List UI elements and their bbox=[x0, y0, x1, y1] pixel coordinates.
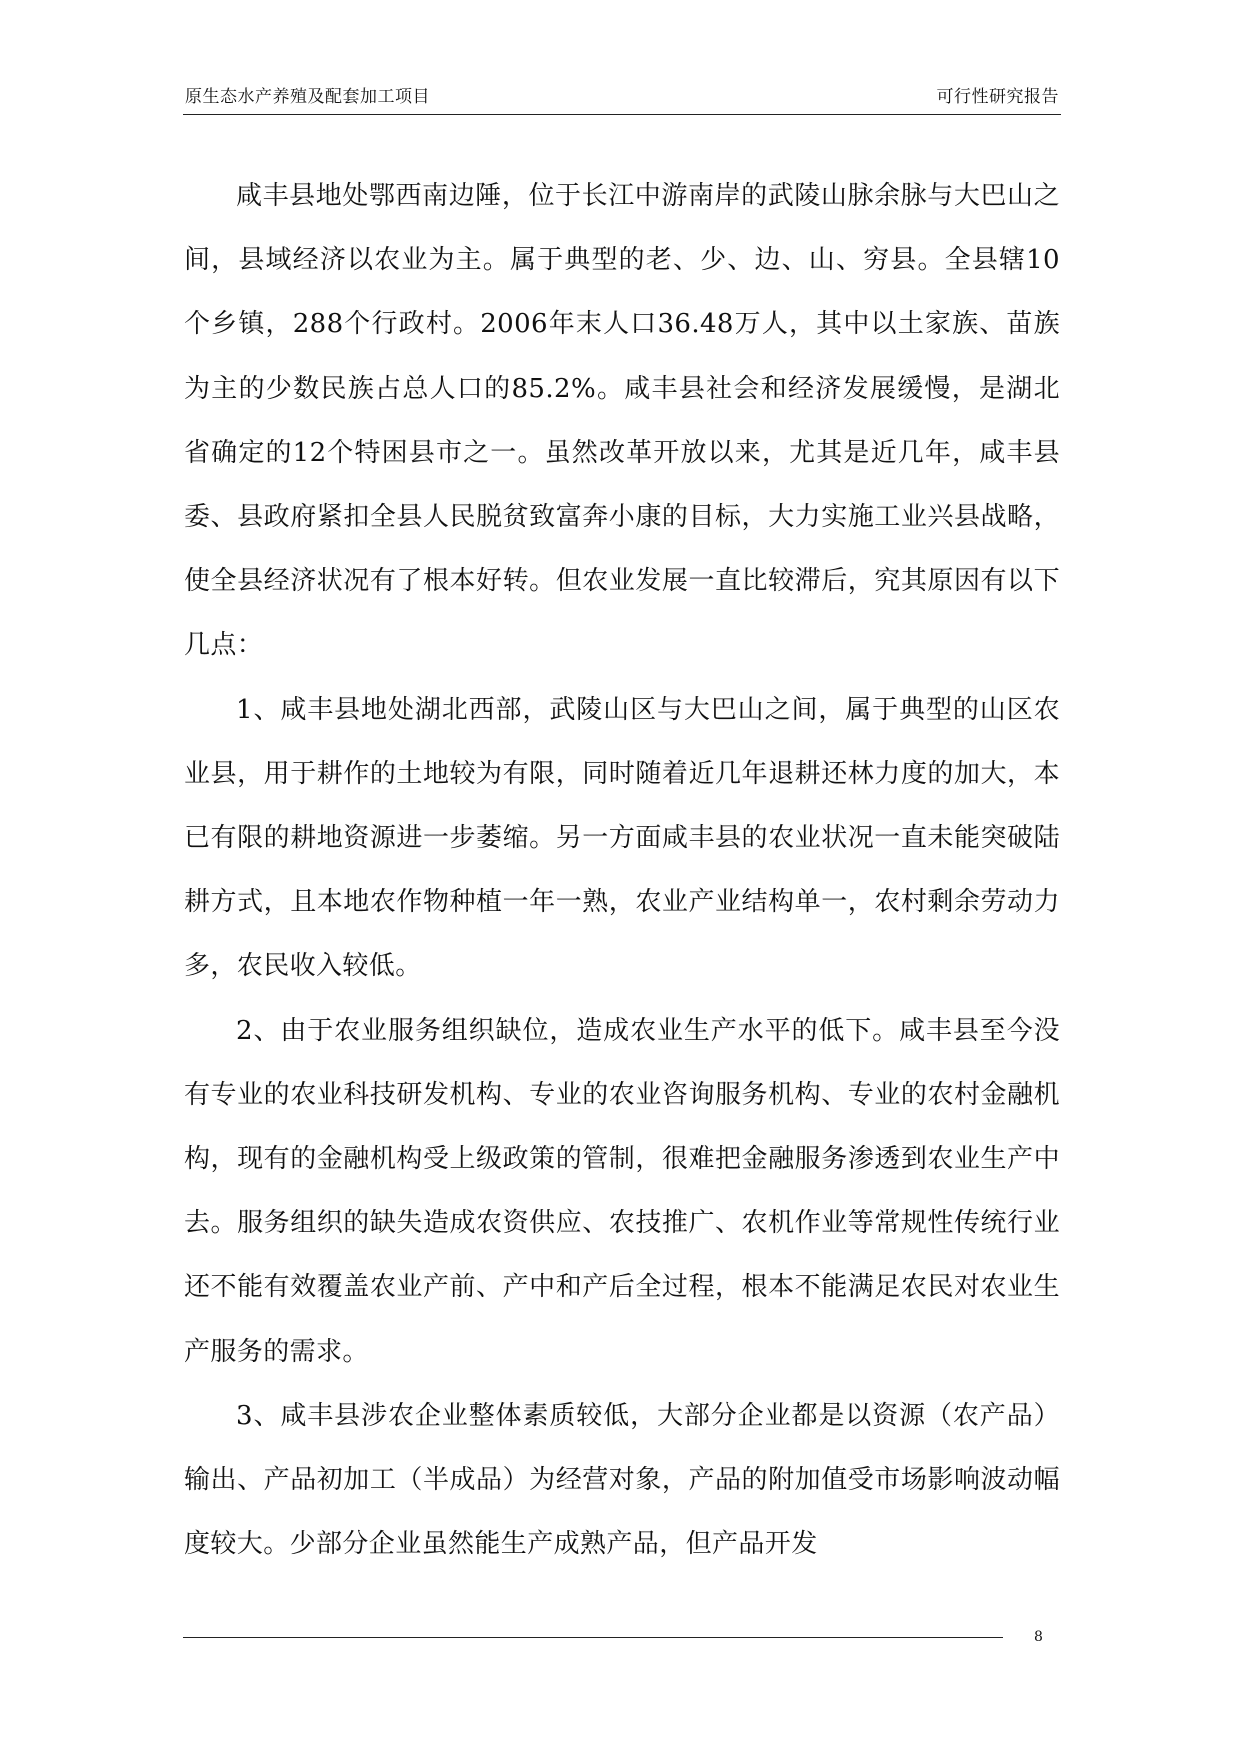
paragraph-point-2: 2、由于农业服务组织缺位，造成农业生产水平的低下。咸丰县至今没有专业的农业科技研发机构、专业的农业咨询服务机构、专业的农村金融机构，现有的金融机构受上级政策的管制，很难把金融服务渗透到农业生产中去。服务组织的缺失造成农资供应、农技推广、农机作业等常规性传统行业还不能有效覆盖农业产前、产中和产后全过程，根本不能满足农民对农业生产服务的需求。 bbox=[184, 1015, 1060, 1367]
paragraph-point-1: 1、咸丰县地处湖北西部，武陵山区与大巴山之间，属于典型的山区农业县，用于耕作的土地较为有限，同时随着近几年退耕还林力度的加大，本已有限的耕地资源进一步萎缩。另一方面咸丰县的农业状况一直未能突破陆耕方式，且本地农作物种植一年一熟，农业产业结构单一，农村剩余劳动力多，农民收入较低。 bbox=[184, 694, 1060, 982]
header-divider bbox=[183, 114, 1061, 115]
paragraph-point-3: 3、咸丰县涉农企业整体素质较低，大部分企业都是以资源（农产品）输出、产品初加工（半成品）为经营对象，产品的附加值受市场影响波动幅度较大。少部分企业虽然能生产成熟产品，但产品开发 bbox=[184, 1400, 1060, 1560]
header-project-title: 原生态水产养殖及配套加工项目 bbox=[185, 87, 430, 107]
header-document-type: 可行性研究报告 bbox=[936, 87, 1059, 107]
paragraph-intro: 咸丰县地处鄂西南边陲，位于长江中游南岸的武陵山脉余脉与大巴山之间，县域经济以农业为主。属于典型的老、少、边、山、穷县。全县辖10个乡镇，288个行政村。2006年末人口36.48万人，其中以土家族、苗族为主的少数民族占总人口的85.2%。咸丰县社会和经济发展缓慢，是湖北省确定的12个特困县市之一。虽然改革开放以来，尤其是近几年，咸丰县委、县政府紧扣全县人民脱贫致富奔小康的目标，大力实施工业兴县战略，使全县经济状况有了根本好转。但农业发展一直比较滞后，究其原因有以下几点： bbox=[184, 181, 1060, 661]
body-text bbox=[184, 164, 1060, 1576]
page-header bbox=[183, 86, 1061, 116]
footer-divider bbox=[183, 1637, 1003, 1638]
page-number: 8 bbox=[1034, 1629, 1043, 1645]
